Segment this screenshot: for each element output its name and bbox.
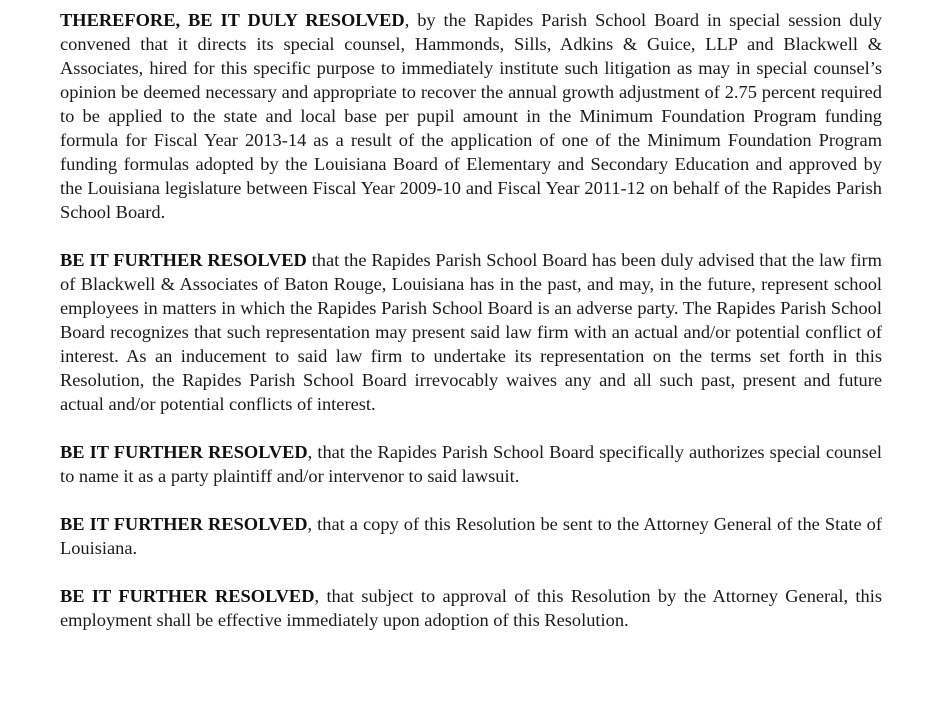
paragraph-lead: BE IT FURTHER RESOLVED: [60, 250, 307, 270]
paragraph-lead: BE IT FURTHER RESOLVED: [60, 514, 308, 534]
paragraph-body: , that subject to approval of this Resolution by the Attorney General, this employment shall be effective immediately upon adoption of this Resolution.: [60, 586, 882, 630]
paragraph-lead: THEREFORE, BE IT DULY RESOLVED: [60, 10, 405, 30]
resolution-paragraph-5: [60, 584, 882, 632]
paragraph-body: , that a copy of this Resolution be sent to the Attorney General of the State of Louisiana.: [60, 514, 882, 558]
resolution-paragraph-4: [60, 512, 882, 560]
paragraph-lead: BE IT FURTHER RESOLVED: [60, 586, 315, 606]
paragraph-body: , that the Rapides Parish School Board specifically authorizes special counsel to name it as a party plaintiff and/or intervenor to said lawsuit.: [60, 442, 883, 486]
resolution-paragraph-2: [60, 248, 882, 416]
paragraph-body: , by the Rapides Parish School Board in special session duly convened that it directs its special counsel, Hammonds, Sills, Adkins & Guice, LLP and Blackwell & Associates, hired for this specific purpose to immediately institute such litigation as may in special counsel’s opinion be deemed necessary and appropriate to recover the annual growth adjustment of 2.75 percent required to be applied to the state and local base per pupil amount in the Minimum Foundation Program funding formula for Fiscal Year 2013-14 as a result of the application of one of the Minimum Foundation Program funding formulas adopted by the Louisiana Board of Elementary and Secondary Education and approved by the Louisiana legislature between Fiscal Year 2009-10 and Fiscal Year 2011-12 on behalf of the Rapides Parish School Board.: [60, 10, 882, 222]
resolution-paragraph-3: [60, 440, 882, 488]
resolution-document: [60, 8, 882, 656]
resolution-paragraph-1: [60, 8, 882, 224]
paragraph-lead: BE IT FURTHER RESOLVED: [60, 442, 308, 462]
paragraph-body: that the Rapides Parish School Board has been duly advised that the law firm of Blackwell & Associates of Baton Rouge, Louisiana has in the past, and may, in the future, represent school employees in matters in which the Rapides Parish School Board is an adverse party. The Rapides Parish School Board recognizes that such representation may present said law firm with an actual and/or potential conflict of interest. As an inducement to said law firm to undertake its representation on the terms set forth in this Resolution, the Rapides Parish School Board irrevocably waives any and all such past, present and future actual and/or potential conflicts of interest.: [60, 250, 882, 414]
